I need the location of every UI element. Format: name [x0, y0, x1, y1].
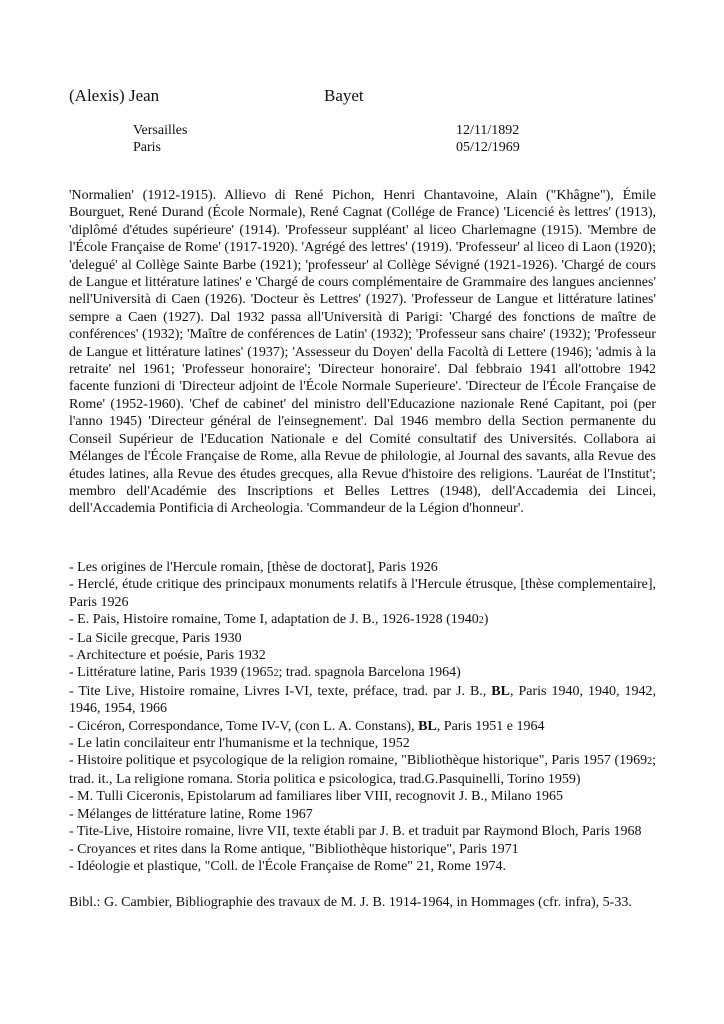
death-place: Paris — [133, 140, 161, 155]
work-text: , Paris 1940, 1940, 1942, 1946, 1954, 1966 — [69, 683, 656, 717]
work-item — [69, 683, 656, 718]
work-item: - Les origines de l'Hercule romain, [thèse de doctorat], Paris 1926 — [69, 560, 438, 575]
works-list — [69, 559, 656, 875]
work-text: - Littérature latine, Paris 1939 (1965 — [69, 665, 274, 681]
work-item: - La Sicile grecque, Paris 1930 — [69, 630, 242, 646]
work-item: - Tite-Live, Histoire romaine, livre VII, texte établi par J. B. et traduit par Raymond Bloch, Paris 1968 — [69, 824, 642, 840]
edition-number: 2 — [647, 756, 653, 768]
death-date: 05/12/1969 — [456, 140, 520, 155]
work-item: - Le latin concilaiteur entr l'humanisme et la technique, 1952 — [69, 736, 410, 752]
person-first-name: (Alexis) Jean — [69, 86, 160, 105]
work-text: ; trad. spagnola Barcelona 1964) — [278, 665, 461, 681]
work-item: - Idéologie et plastique, "Coll. de l'École Française de Rome" 21, Rome 1974. — [69, 858, 506, 874]
birth-date: 12/11/1892 — [456, 123, 520, 138]
series-abbrev: BL — [491, 683, 510, 699]
edition-number: 2 — [478, 615, 484, 627]
work-text: - Histoire politique et psycologique de la religion romaine, "Bibliothèque historique", Paris 1957 (1969 — [69, 753, 648, 769]
person-last-name: Bayet — [324, 86, 364, 105]
work-text: - E. Pais, Histoire romaine, Tome I, adaptation de J. B., 1926-1928 (1940 — [69, 612, 479, 628]
series-abbrev: BL — [418, 718, 437, 734]
work-text: , Paris 1951 e 1964 — [436, 718, 545, 734]
birth-place: Versailles — [133, 123, 188, 138]
work-item — [69, 664, 656, 682]
work-item — [69, 752, 656, 788]
work-item: - M. Tulli Ciceronis, Epistolarum ad familiares liber VIII, recognovit J. B., Milano 1965 — [69, 789, 563, 805]
work-text: - Cicéron, Correspondance, Tome IV-V, (con L. A. Constans), — [69, 718, 419, 734]
work-item: - Herclé, étude critique des principaux monuments relatifs à l'Hercule étrusque, [thèse complementaire], Paris 1926 — [69, 577, 656, 610]
bibliography-note: Bibl.: G. Cambier, Bibliographie des travaux de M. J. B. 1914-1964, in Hommages (cfr. infra), 5-33. — [69, 895, 632, 910]
work-item — [69, 611, 656, 629]
work-item: - Architecture et poésie, Paris 1932 — [69, 648, 266, 664]
biography-paragraph: 'Normalien' (1912-1915). Allievo di René Pichon, Henri Chantavoine, Alain ("Khâgne"), Émile Bourguet, René Durand (École Normale), René Cagnat (Collége de France) 'Licencié ès lettres' (1913), 'diplômé d'études supérieure' (1914). 'Professeur suppléant' al liceo Charlemagne (1915). 'Membre de l'École Française de Rome' (1917-1920). 'Agrégé des lettres' (1919). 'Professeur' al liceo di Laon (1920); 'delegué' al Collège Sainte Barbe (1921); 'professeur' al Collège Sévigné (1921-1926). 'Chargé de cours de Langue et littérature latines' e 'Chargé de cours complémentaire de Grammaire des langues anciennes' nell'Università di Caen (1926). 'Docteur ès Lettres' (1927). 'Professeur de Langue et littérature latines' sempre a Caen (1927). Dal 1932 passa all'Università di Parigi: 'Chargé des fonctions de maître de conférences' (1932); 'Maître de conférences de Latin' (1932); 'Professeur sans chaire' (1932); 'Professeur de Langue et littérature latines' (1937); 'Assesseur du Doyen' della Facoltà di Lettere (1946); 'admis à la retraite' nel 1961; 'Professeur honoraire'; 'Directeur honoraire'. Dal febbraio 1941 all'ottobre 1942 facente funzioni di 'Directeur adjoint de l'École Normale Superieure'. 'Directeur de l'École Française de Rome' (1952-1960). 'Chef de cabinet' del ministro dell'Educazione nazionale René Capitant, poi (per l'anno 1945) 'Directeur général de l'einsegnement'. Dal 1946 membro della Section permanente du Conseil Supérieur de l'Education Nationale e del Comité consultatif des Universités. Collabora ai Mélanges de l'École Française de Rome, alla Revue de philologie, al Journal des savants, alla Revue des études latines, alla Revue des études grecques, alla Revue d'histoire des religions. 'Lauréat de l'Institut'; membro dell'Académie des Inscriptions et Belles Lettres (1948), dell'Accademia dei Lincei, dell'Accademia Pontificia di Archeologia. 'Commandeur de la Légion d'honneur'. — [69, 188, 656, 517]
work-text: - Tite Live, Histoire romaine, Livres I-VI, texte, préface, trad. par J. B., — [69, 683, 492, 699]
work-item — [69, 718, 656, 735]
work-text: ; trad. it., La religione romana. Storia politica e psicologica, trad.G.Pasquinelli, Torino 1959) — [69, 753, 656, 787]
work-item: - Mélanges de littérature latine, Rome 1967 — [69, 806, 313, 822]
work-text: ) — [483, 612, 489, 628]
edition-number: 2 — [273, 668, 279, 680]
work-item: - Croyances et rites dans la Rome antique, "Bibliothèque historique", Paris 1971 — [69, 841, 519, 857]
